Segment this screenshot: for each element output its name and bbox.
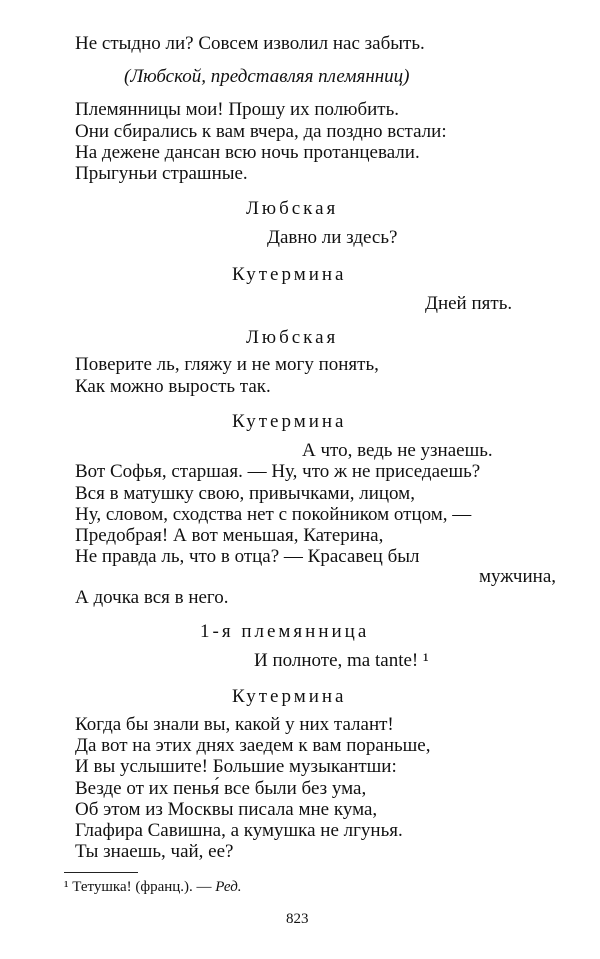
verse-line: Поверите ль, гляжу и не могу понять, [75,354,379,375]
verse-line: Они сбирались к вам вчера, да поздно встали: [75,121,447,142]
page-number: 823 [286,911,309,927]
footnote-editor: Ред. [215,879,242,895]
speaker-name: Кутермина [232,411,347,432]
verse-line: Об этом из Москвы писала мне кума, [75,799,378,820]
verse-line: Не правда ль, что в отца? — Красавец был [75,546,420,567]
verse-line: Вся в матушку свою, привычками, лицом, [75,483,415,504]
verse-line: Предобрая! А вот меньшая, Катерина, [75,525,384,546]
verse-line: Ну, словом, сходства нет с покойником отцом, — [75,504,472,525]
verse-line: Давно ли здесь? [267,227,398,248]
verse-line: Ты знаешь, чай, ее? [75,841,234,862]
verse-line: Когда бы знали вы, какой у них талант! [75,714,394,735]
verse-line: А что, ведь не узнаешь. [302,440,493,461]
verse-line: Везде от их пенья́ все были без ума, [75,778,367,799]
verse-line: Как можно вырость так. [75,376,271,397]
speaker-name: Любская [246,198,339,219]
verse-line: И вы услышите! Большие музыкантши: [75,756,397,777]
verse-line: Не стыдно ли? Совсем изволил нас забыть. [75,33,425,54]
footnote [64,876,242,898]
verse-line: Вот Софья, старшая. — Ну, что ж не приседаешь? [75,461,481,482]
speaker-name: Любская [246,327,339,348]
verse-line: Прыгуньи страшные. [75,163,248,184]
footnote-divider [64,872,138,873]
verse-line-continuation: мужчина, [479,566,557,587]
speaker-name: Кутермина [232,686,347,707]
verse-line: А дочка вся в него. [75,587,229,608]
verse-line: Глафира Савишна, а кумушка не лгунья. [75,820,403,841]
verse-line: Дней пять. [425,293,513,314]
verse-line: Да вот на этих днях заедем к вам пораньше, [75,735,431,756]
speaker-name: Кутермина [232,264,347,285]
verse-line: И полноте, ma tante! ¹ [254,650,429,671]
stage-direction: (Любской, представляя племянниц) [124,66,410,87]
speaker-name: 1-я племянница [200,621,370,642]
footnote-text: ¹ Тетушка! (франц.). — [64,879,216,895]
verse-line: Племянницы мои! Прошу их полюбить. [75,99,400,120]
verse-line: На дежене дансан всю ночь протанцевали. [75,142,420,163]
